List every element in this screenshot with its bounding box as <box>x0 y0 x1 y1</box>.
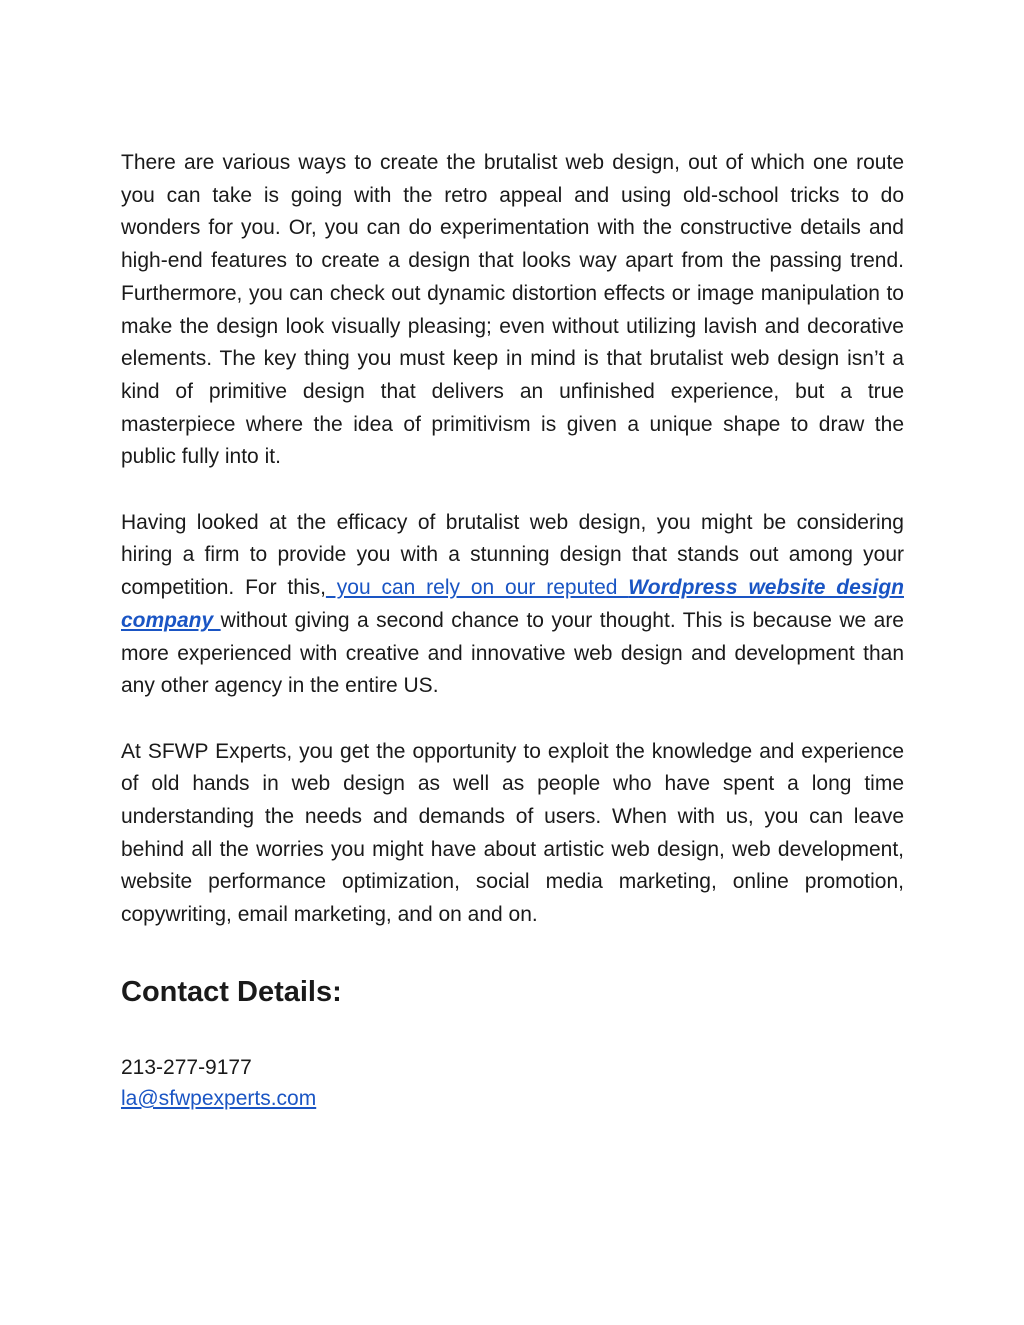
link-text-bold: Wordpress website design company <box>121 576 904 632</box>
paragraph-brutalist-ways: There are various ways to create the brutalist web design, out of which one route you can take is going with the retro appeal and using old-school tricks to do wonders for you. Or, you can do experimentation with the constructive details and high-end features to create a design that looks way apart from the passing trend. Furthermore, you can check out dynamic distortion effects or image manipulation to make the design look visually pleasing; even without utilizing lavish and decorative elements. The key thing you must keep in mind is that brutalist web design isn’t a kind of primitive design that delivers an unfinished experience, but a true masterpiece where the idea of primitivism is given a unique shape to draw the public fully into it. <box>121 151 904 469</box>
contact-phone: 213-277-9177 <box>121 1055 252 1079</box>
paragraph-sfwp-experts: At SFWP Experts, you get the opportunity to exploit the knowledge and experience of old hands in web design as well as people who have spent a long time understanding the needs and demands of users. When with us, you can leave behind all the worries you might have about artistic web design, web development, website performance optimization, social media marketing, online promotion, copywriting, email marketing, and on and on. <box>121 739 904 927</box>
contact-heading: Contact Details: <box>121 975 342 1008</box>
document-page <box>121 147 904 1114</box>
paragraph-hiring-firm <box>121 507 904 703</box>
contact-email-link[interactable]: la@sfwpexperts.com <box>121 1086 317 1110</box>
paragraph-text-before-link: Having looked at the efficacy of brutalist web design, you might be considering hiring a firm to provide you with a stunning design that stands out among your competition. For this, <box>121 510 904 600</box>
paragraph-text-after-link: without giving a second chance to your thought. This is because we are more experienced with creative and innovative web design and development than any other agency in the entire US. <box>121 608 904 698</box>
link-text-plain: you can rely on our reputed <box>325 576 629 600</box>
